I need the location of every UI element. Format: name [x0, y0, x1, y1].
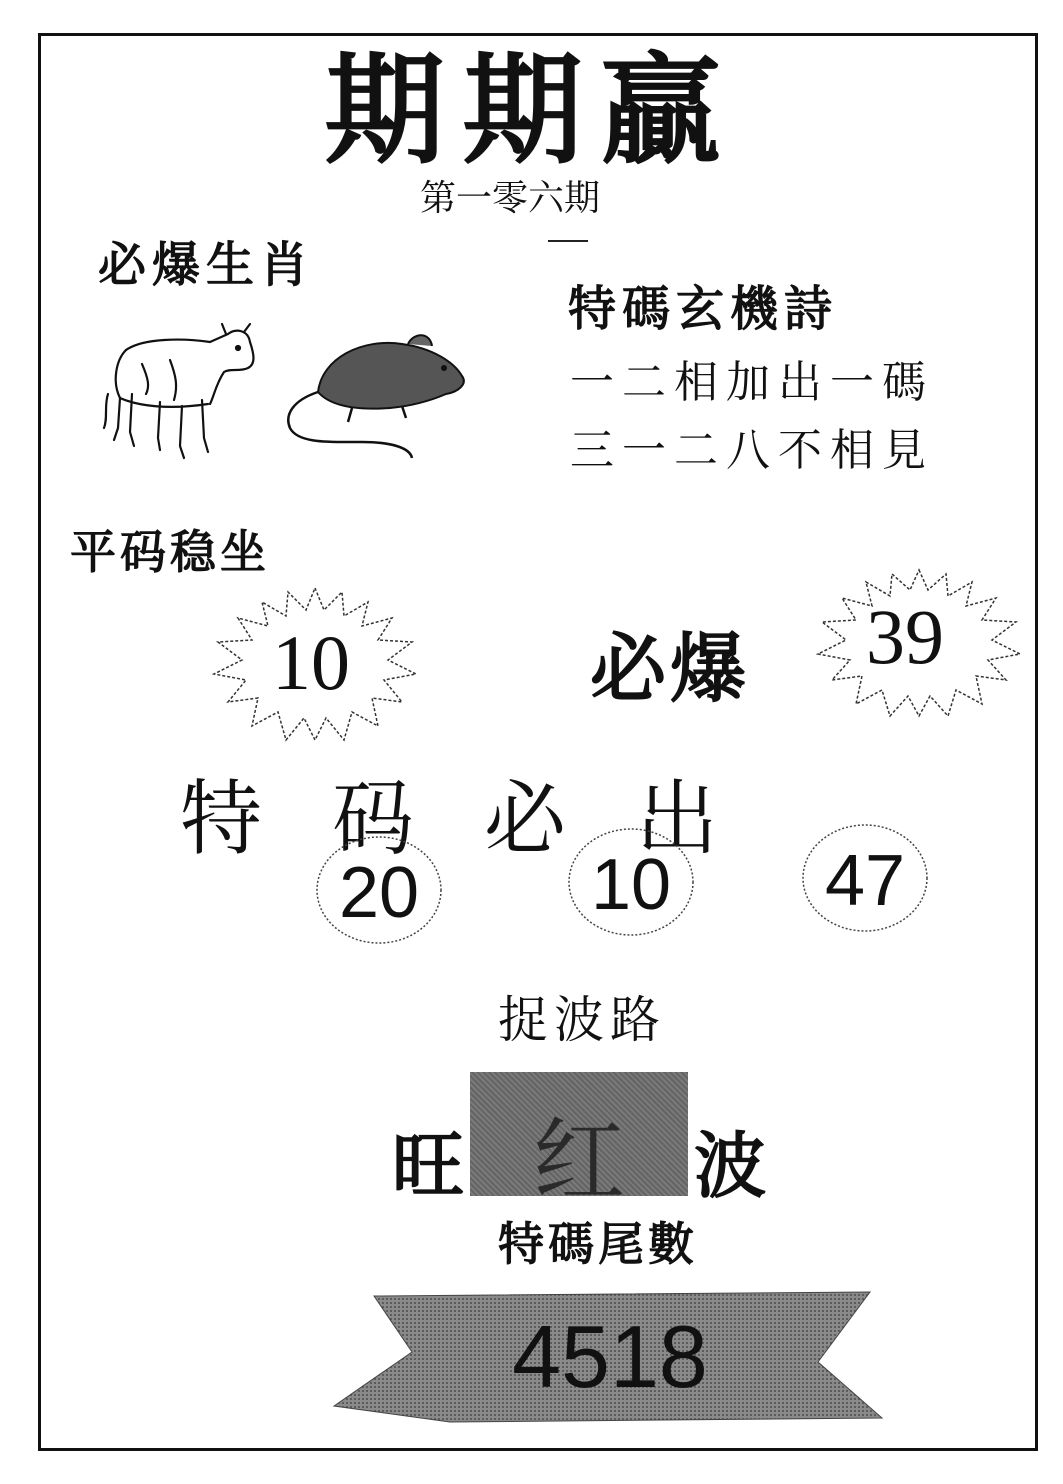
page-title: 期期贏 — [324, 42, 739, 181]
poem-line-1: 一二相加出一碼 — [570, 357, 934, 408]
wave-prefix: 旺 — [392, 1123, 465, 1208]
rat-icon — [282, 328, 472, 464]
divider — [548, 240, 588, 242]
flat-code-heading: 平码稳坐 — [70, 525, 270, 579]
special-code-number-3: 47 — [824, 841, 906, 921]
poem-line-2: 三一二八不相見 — [570, 425, 934, 476]
flat-code-number: 10 — [272, 619, 350, 706]
wave-highlight: 红 — [532, 1108, 625, 1215]
special-code-number-2: 10 — [590, 845, 672, 925]
special-code-heading: 特码必出 — [180, 772, 789, 867]
ox-icon — [98, 320, 260, 460]
special-code-number-1: 20 — [338, 853, 420, 933]
wave-suffix: 波 — [694, 1123, 767, 1208]
wave-heading: 捉波路 — [498, 991, 666, 1049]
must-burst-number: 39 — [866, 593, 944, 680]
tail-digits: 4518 — [512, 1307, 708, 1406]
issue-number: 第一零六期 — [420, 178, 601, 219]
poem-heading: 特碼玄機詩 — [568, 281, 839, 337]
must-burst-label: 必爆 — [590, 624, 750, 713]
zodiac-heading: 必爆生肖 — [98, 237, 315, 293]
tail-heading: 特碼尾數 — [498, 1217, 698, 1271]
